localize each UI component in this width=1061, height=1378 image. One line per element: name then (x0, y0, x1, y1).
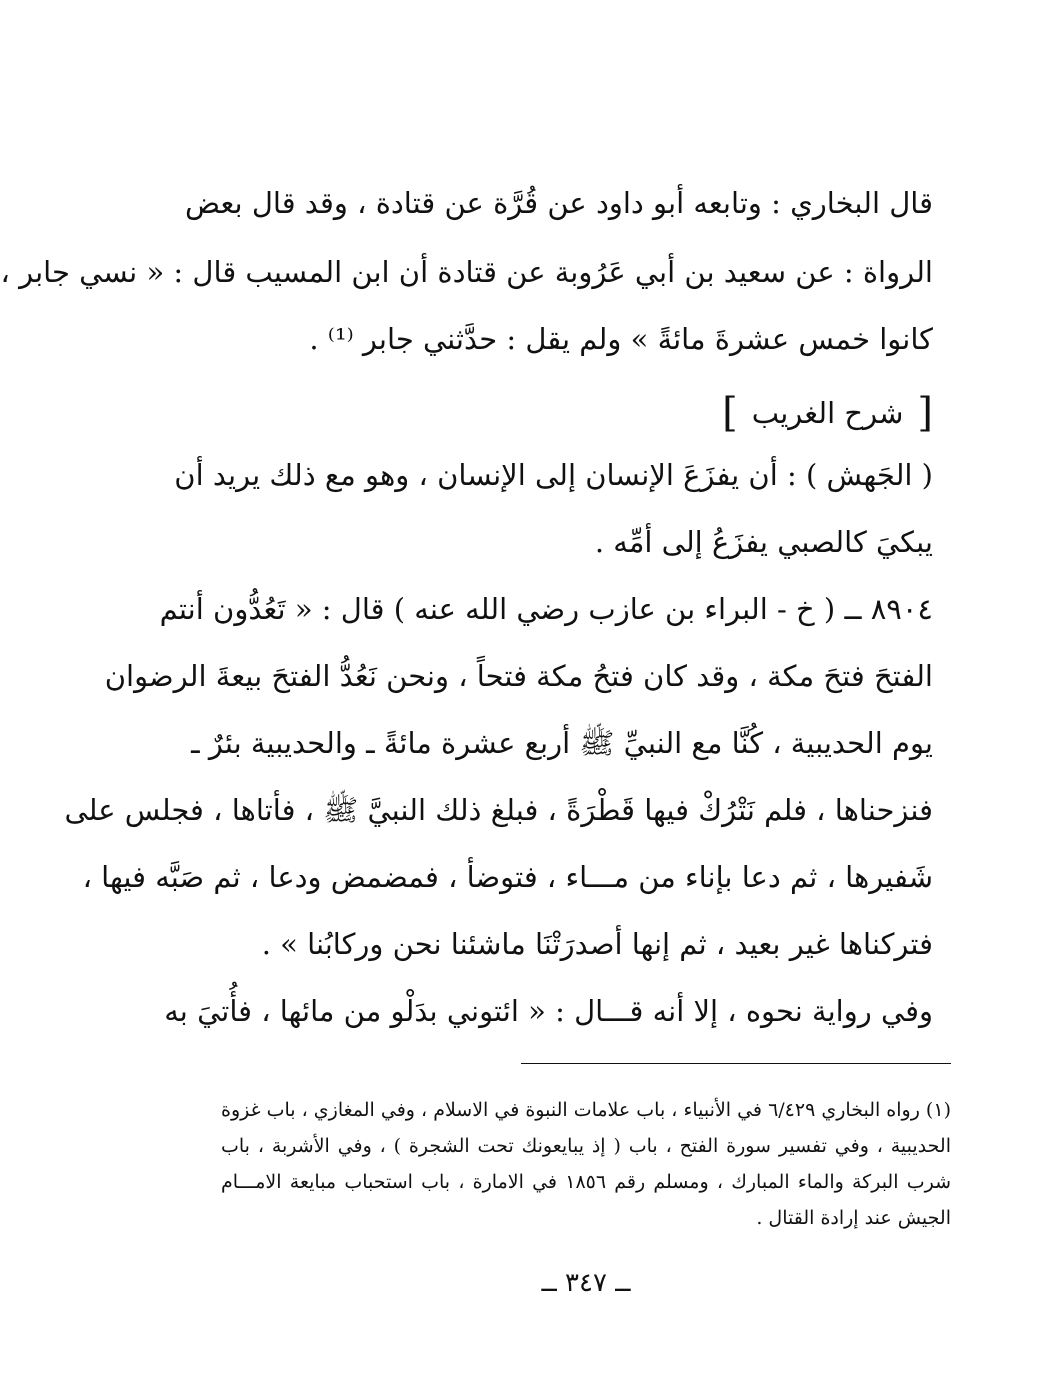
heading-text: شرح الغريب (751, 396, 904, 430)
footnote-line: الحديبية ، وفي تفسير سورة الفتح ، باب ( إذ يبايعونك تحت الشجرة ) ، وفي الأشربة ، باب (221, 1135, 951, 1157)
text-line: يوم الحديبية ، كُنَّا مع النبيِّ ﷺ أربع عشرة مائةً ـ والحديبية بئرٌ ـ (191, 726, 933, 760)
footnote-line: (١) رواه البخاري ٦/٤٢٩ في الأنبياء ، باب علامات النبوة في الاسلام ، وفي المغازي ، باب غزوة (221, 1099, 951, 1121)
text-line: وفي رواية نحوه ، إلا أنه قـــال : « ائتوني بدَلْو من مائها ، فأُتيَ به (164, 994, 933, 1028)
page-number: ــ ٣٤٧ ــ (541, 1268, 631, 1298)
text-line: شَفيرها ، ثم دعا بإناء من مـــاء ، فتوضأ ، فمضمض ودعا ، ثم صَبَّه فيها ، (82, 860, 933, 894)
text-line: فتركناها غير بعيد ، ثم إنها أصدرَتْنَا ماشئنا نحن وركابُنا » . (261, 927, 933, 961)
footnote-line: شرب البركة والماء المبارك ، ومسلم رقم ١٨٥٦ في الامارة ، باب استحباب مبايعة الامـــام (221, 1171, 952, 1193)
text-line: الرواة : عن سعيد بن أبي عَرُوبة عن قتادة أن ابن المسيب قال : « نسي جابر ، (0, 255, 933, 289)
text-line: ٨٩٠٤ ــ ( خ - البراء بن عازب رضي الله عنه ) قال : « تَعُدُّون أنتم (159, 592, 933, 626)
footnote-line: الجيش عند إرادة القتال . (756, 1207, 951, 1229)
text-line: يبكيَ كالصبي يفزَعُ إلى أمِّه . (594, 525, 933, 559)
footnote-separator (521, 1063, 951, 1064)
text-line: ( الجَهش ) : أن يفزَعَ الإنسان إلى الإنسان ، وهو مع ذلك يريد أن (174, 458, 933, 492)
text-line: الفتحَ فتحَ مكة ، وقد كان فتحُ مكة فتحاً ، ونحن نَعُدُّ الفتحَ بيعةَ الرضوان (104, 659, 933, 693)
section-heading (722, 390, 933, 436)
heading-bracket-close: ] (722, 390, 738, 436)
text-line: كانوا خمس عشرةَ مائةً » ولم يقل : حدَّثني جابر ⁽¹⁾ . (309, 322, 933, 356)
heading-bracket-open: [ (917, 390, 933, 436)
text-line: قال البخاري : وتابعه أبو داود عن قُرَّة عن قتادة ، وقد قال بعض (185, 186, 933, 220)
text-line: فنزحناها ، فلم نَتْرُكْ فيها قَطْرَةً ، فبلغ ذلك النبيَّ ﷺ ، فأتاها ، فجلس على (64, 793, 933, 827)
